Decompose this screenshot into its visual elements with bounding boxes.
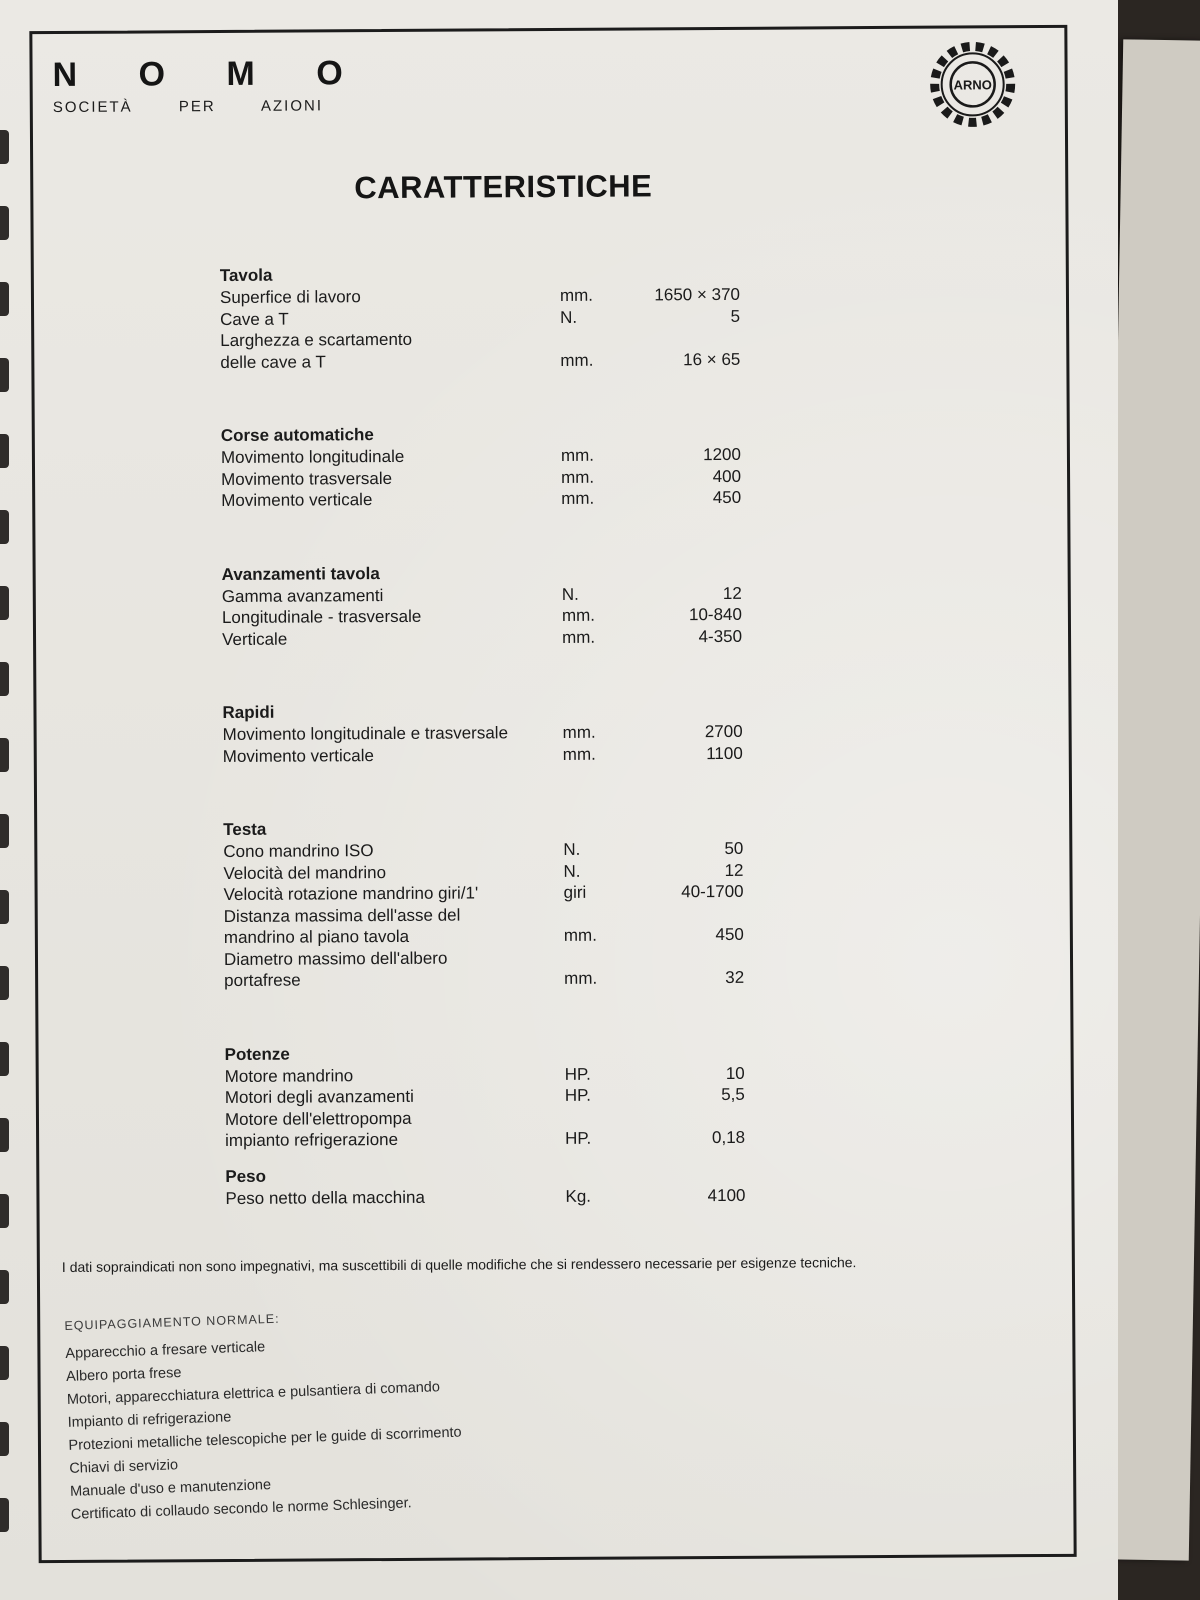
spec-label-line: Distanza massima dell'asse del xyxy=(223,905,461,926)
spec-value: 10-840 xyxy=(688,604,742,625)
spec-row xyxy=(225,1084,745,1109)
spec-unit: mm. xyxy=(560,445,595,465)
list-item: Protezioni metalliche telescopiche per le guide di scorrimento xyxy=(68,1424,462,1454)
spec-label xyxy=(220,328,560,373)
spec-unit: N. xyxy=(561,584,579,604)
spec-table xyxy=(220,262,746,1223)
spec-unit: mm. xyxy=(562,744,596,764)
spec-row xyxy=(223,742,743,767)
spec-unit: HP. xyxy=(565,1128,592,1148)
spec-label-line: Motore dell'elettropompa xyxy=(224,1108,412,1129)
spec-value: 450 xyxy=(712,487,742,508)
spec-unit: Kg. xyxy=(565,1186,592,1206)
list-item: Motori, apparecchiatura elettrica e pulsantiera di comando xyxy=(66,1379,441,1408)
list-item: Impianto di refrigerazione xyxy=(67,1409,232,1431)
spec-row xyxy=(221,444,741,469)
spec-label-line: Diametro massimo dell'albero xyxy=(223,948,448,969)
spec-label-line: Larghezza e scartamento xyxy=(220,329,413,351)
section-potenze xyxy=(225,1040,746,1151)
spec-label xyxy=(224,903,564,948)
section-avanzamenti-tavola xyxy=(222,560,743,650)
logo-text: ARNO xyxy=(953,77,992,93)
spec-label: Superfice di lavoro xyxy=(219,287,361,308)
spec-unit: mm. xyxy=(561,627,596,647)
company-name: N O M O xyxy=(52,54,369,95)
spec-unit: mm. xyxy=(561,605,596,625)
section-tavola xyxy=(220,262,741,373)
section-testa xyxy=(223,816,744,992)
equipment-heading: EQUIPAGGIAMENTO NORMALE: xyxy=(64,1311,280,1333)
spec-value: 1650 × 370 xyxy=(654,284,741,305)
spec-row xyxy=(224,881,744,906)
spec-value: 4-350 xyxy=(698,626,743,646)
spec-label: Movimento trasversale xyxy=(221,468,393,489)
spec-value: 40-1700 xyxy=(681,881,744,902)
spec-row xyxy=(225,1105,745,1151)
spec-unit: HP. xyxy=(564,1064,591,1084)
spec-label: Gamma avanzamenti xyxy=(221,585,384,606)
spec-row xyxy=(222,582,742,607)
spec-label: Movimento verticale xyxy=(221,490,373,511)
spec-value: 12 xyxy=(722,583,742,603)
spec-label xyxy=(224,946,564,991)
spec-label-line: portafrese xyxy=(224,970,301,991)
list-item: Chiavi di servizio xyxy=(69,1457,179,1477)
spec-row xyxy=(222,604,742,629)
spec-label: Cono mandrino ISO xyxy=(223,841,374,862)
spec-value: 0,18 xyxy=(711,1127,746,1148)
spec-value: 400 xyxy=(712,466,742,486)
spec-label-line: impianto refrigerazione xyxy=(225,1129,399,1151)
spec-unit: mm. xyxy=(561,488,595,508)
spec-row xyxy=(225,1062,745,1087)
spec-row xyxy=(224,902,744,948)
spec-value: 50 xyxy=(724,838,744,858)
spec-value: 16 × 65 xyxy=(683,349,741,369)
company-header xyxy=(52,54,368,116)
spec-unit: mm. xyxy=(560,350,594,370)
section-title: Tavola xyxy=(219,265,273,286)
spec-value: 12 xyxy=(724,860,744,880)
spiral-binding xyxy=(0,130,14,1570)
list-item: Certificato di collaudo secondo le norme Schlesinger. xyxy=(70,1495,412,1523)
spec-label: Verticale xyxy=(221,629,288,649)
spec-value: 1200 xyxy=(703,444,741,465)
spec-label: Velocità del mandrino xyxy=(223,862,387,883)
list-item: Albero porta frese xyxy=(65,1365,182,1385)
spec-value: 450 xyxy=(715,924,744,945)
spec-label xyxy=(225,1106,565,1151)
spec-unit: giri xyxy=(563,882,587,902)
section-corse-automatiche xyxy=(221,422,742,512)
spec-unit: mm. xyxy=(563,925,597,945)
spec-value: 1100 xyxy=(706,743,743,763)
section-title: Testa xyxy=(223,819,267,840)
spec-unit: N. xyxy=(563,861,581,881)
spec-unit: N. xyxy=(563,839,581,859)
list-item: Apparecchio a fresare verticale xyxy=(65,1339,266,1362)
spec-value: 4100 xyxy=(707,1185,746,1205)
spec-unit: N. xyxy=(560,307,578,327)
spec-row xyxy=(221,487,741,512)
spec-row xyxy=(220,305,740,330)
standard-equipment-list xyxy=(64,1299,671,1527)
spec-row xyxy=(224,945,744,991)
spec-value: 2700 xyxy=(704,721,743,742)
company-subtitle: SOCIETÀ PER AZIONI xyxy=(52,97,324,117)
spec-unit: mm. xyxy=(562,722,596,742)
page-title: CARATTERISTICHE xyxy=(354,168,653,206)
spec-row xyxy=(225,1184,745,1209)
spec-label: Movimento verticale xyxy=(222,745,374,766)
disclaimer-note: I dati sopraindicati non sono impegnativi, ma suscettibili di quelle modifiche che si rendessero necessarie per esigenze tecniche. xyxy=(61,1254,857,1276)
spec-value: 32 xyxy=(725,967,745,987)
spec-label-line: mandrino al piano tavola xyxy=(223,926,410,948)
spec-value: 10 xyxy=(725,1063,745,1083)
spec-label: Movimento longitudinale xyxy=(220,446,405,468)
spec-label: Longitudinale - trasversale xyxy=(221,606,422,628)
spec-label-line: delle cave a T xyxy=(220,351,326,372)
page-frame xyxy=(29,25,1076,1563)
spec-row xyxy=(222,625,742,650)
spec-unit: mm. xyxy=(564,968,598,988)
spec-label: Motore mandrino xyxy=(224,1065,354,1086)
spec-label: Velocità rotazione mandrino giri/1' xyxy=(223,883,479,905)
section-title: Peso xyxy=(225,1166,267,1186)
arno-gear-logo xyxy=(922,34,1023,135)
spec-unit: mm. xyxy=(559,285,594,305)
spec-unit: HP. xyxy=(564,1085,592,1105)
spec-row xyxy=(220,284,740,309)
spec-label: Motori degli avanzamenti xyxy=(224,1086,414,1108)
list-item: Manuale d'uso e manutenzione xyxy=(69,1477,272,1500)
spec-row xyxy=(220,327,740,373)
section-title: Avanzamenti tavola xyxy=(221,563,380,584)
section-peso xyxy=(225,1162,745,1209)
section-title: Rapidi xyxy=(222,702,275,723)
spec-label: Peso netto della macchina xyxy=(225,1187,425,1208)
spec-label: Cave a T xyxy=(220,309,289,329)
spec-row xyxy=(221,465,741,490)
section-title: Potenze xyxy=(224,1044,290,1064)
spec-value: 5 xyxy=(730,306,741,326)
spec-unit: mm. xyxy=(561,467,595,487)
spec-label: Movimento longitudinale e trasversale xyxy=(222,723,509,745)
section-title: Corse automatiche xyxy=(220,425,374,446)
spec-value: 5,5 xyxy=(721,1084,745,1104)
section-rapidi xyxy=(222,699,742,767)
